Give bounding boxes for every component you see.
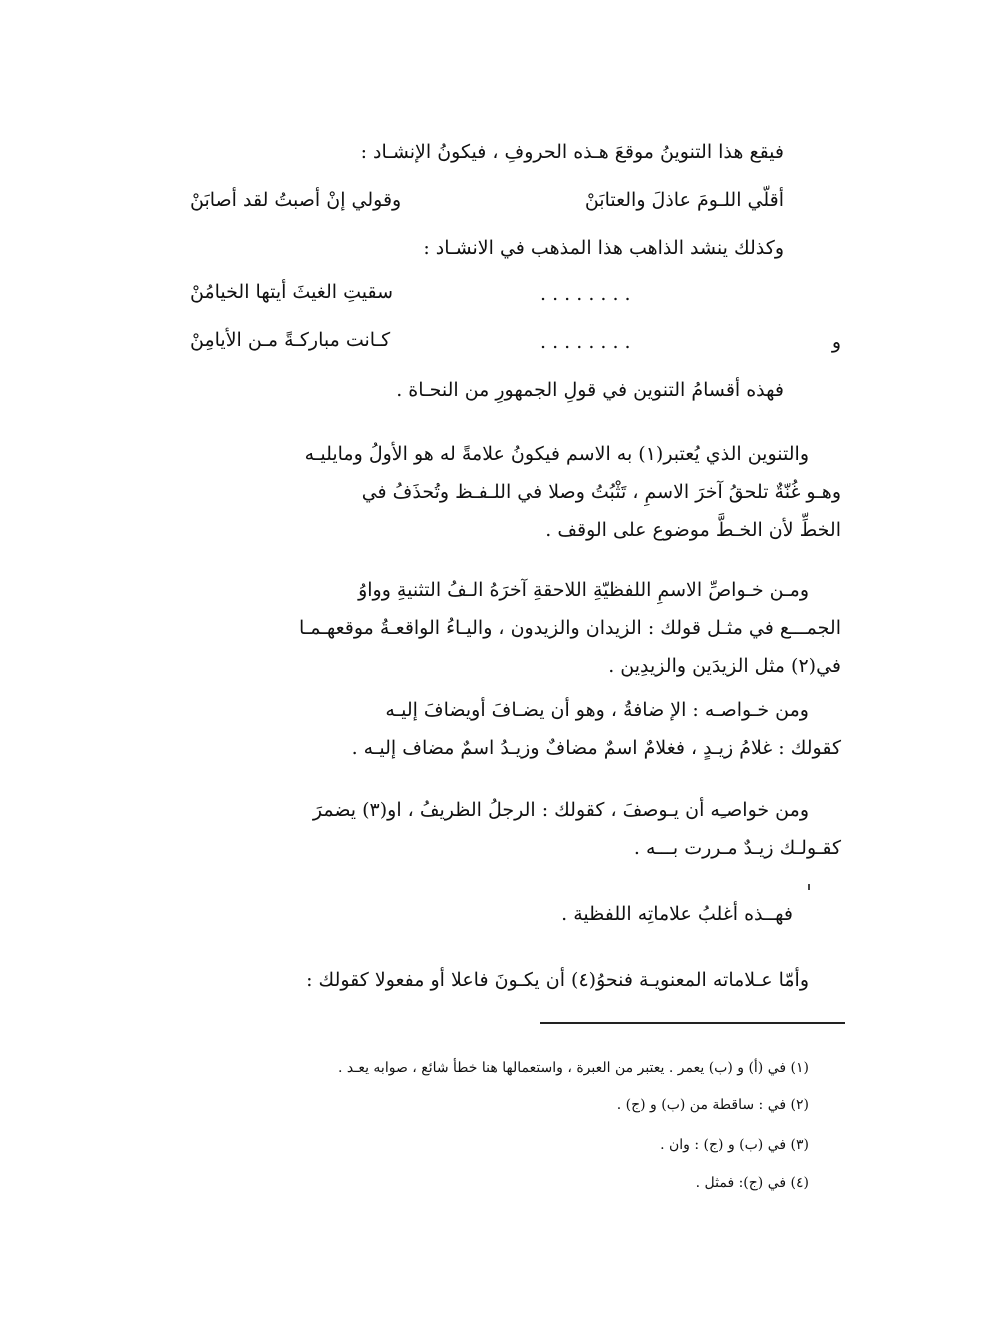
intro2-line: وكذلك ينشد الذاهب هذا المذهب في الانشـاد : xyxy=(423,237,784,259)
para1-line1: والتنوين الذي يُعتبر(١) به الاسم فيكونُ علامةً له هو الأولُ ومايليـه xyxy=(304,443,809,465)
verse1-first-hemistich: أقلّي اللـومَ عاذلَ والعتابَنْ xyxy=(584,189,784,211)
para3-line2: كقولك : غلامُ زيـدٍ ، فغلامٌ اسمٌ مضافٌ وزيـدُ اسمٌ مضاف إليـه . xyxy=(351,737,841,759)
footnote-4: (٤) في (ج): فمثل . xyxy=(695,1175,809,1191)
para2-line1: ومـن خـواصِّ الاسمِ اللفظيّةِ اللاحقةِ آخرَهُ الـفُ التثنيةِ وواوُ xyxy=(358,579,809,601)
summary-line: فهذه أقسامُ التنوين في قولِ الجمهورِ من النحـاة . xyxy=(396,379,784,401)
verse3-conjunction: و xyxy=(831,331,841,353)
ink-speck xyxy=(808,884,810,890)
para4-line1: ومن خواصـِه أن يـوصفَ ، كقولك : الرجلُ الظريفُ ، او(٣) يضمرَ xyxy=(312,799,809,821)
footnote-separator xyxy=(540,1022,845,1024)
footnote-3: (٣) في (ب) و (ج) : وان . xyxy=(660,1137,809,1153)
verse2-ellipsis: . . . . . . . . xyxy=(540,283,631,305)
verse1-second-hemistich: وقولي إنْ أصبتُ لقد أصابَنْ xyxy=(190,189,402,211)
para5-line: فهــذه أغلبُ علاماتِه اللفظية . xyxy=(561,903,793,925)
para1-line2: وهـو غُنّةٌ تلحقُ آخرَ الاسمِ ، تَثْبُتُ وصلا في اللـفـظ وتُحذَفُ في xyxy=(361,481,841,503)
footnote-2: (٢) في : ساقطة من (ب) و (ج) . xyxy=(616,1097,809,1113)
footnote-1: (١) في (أ) و (ب) يعمر . يعتبر من العبرة ، واستعمالها هنا خطأ شائع ، صوابه يعـد . xyxy=(337,1060,809,1076)
intro-line: فيقع هذا التنوينُ موقعَ هـذه الحروفِ ، فيكونُ الإنشـاد : xyxy=(360,141,784,163)
verse2-hemistich: سقيتِ الغيثَ أيتها الخيامُنْ xyxy=(190,281,394,303)
para2-line3: في(٢) مثل الزيدَين والزيدِين . xyxy=(608,655,841,677)
para2-line2: الجمـــع في مثـل قولك : الزيدان والزيدون ، واليـاءُ الواقعـةُ موقعهـمـا xyxy=(298,617,841,639)
para6-line: وأمّا عـلاماته المعنويـة فنحوُ(٤) أن يكـونَ فاعلا أو مفعولا كقولك : xyxy=(306,969,809,991)
verse3-hemistich: كـانت مباركـةً مـن الأيامِنْ xyxy=(190,329,391,351)
para4-line2: كقـولـك زيـدٌ مـررت بـــه . xyxy=(633,837,841,859)
para1-line3: الخطِّ لأن الخـطَّ موضوع على الوقف . xyxy=(545,519,841,541)
verse3-ellipsis: . . . . . . . . xyxy=(540,331,631,353)
para3-line1: ومن خـواصـه : الإ ضافةُ ، وهو أن يضـافَ أويضافَ إليـه xyxy=(385,699,809,721)
